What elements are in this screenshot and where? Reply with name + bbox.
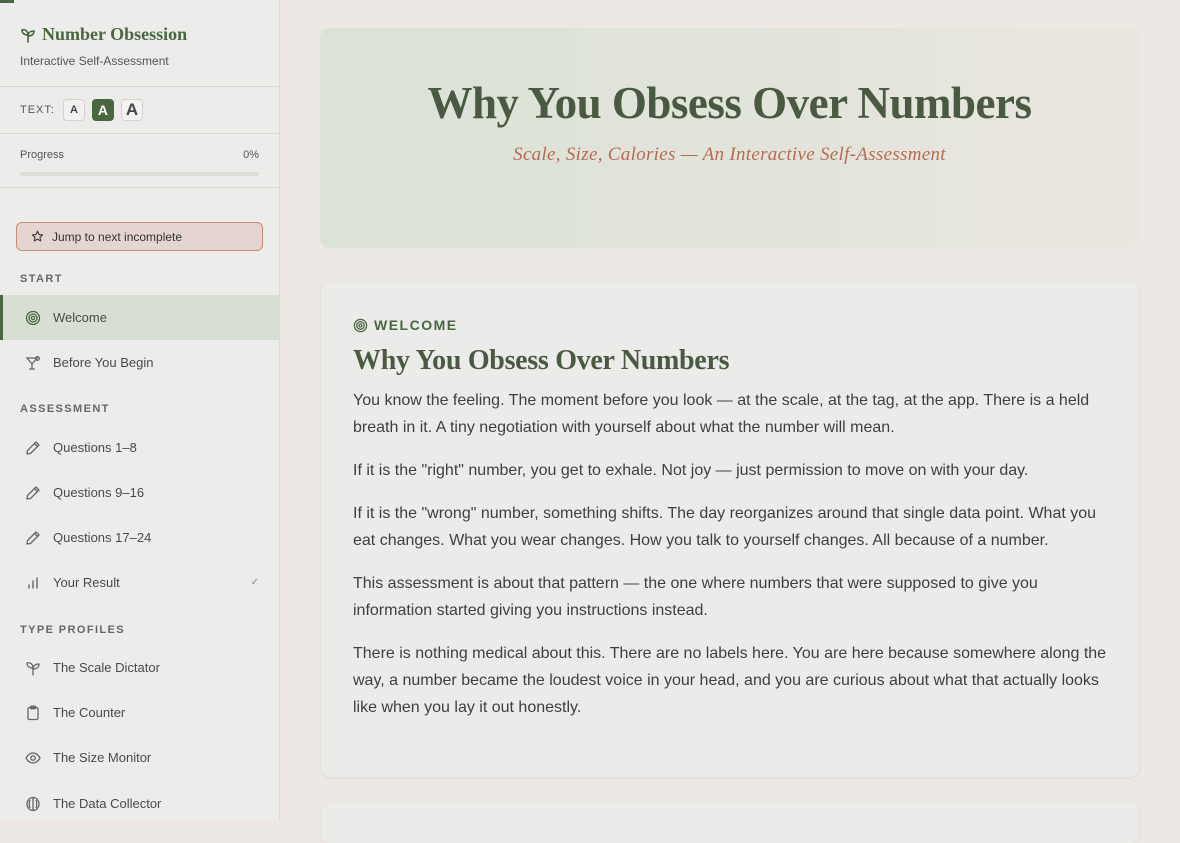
target-icon bbox=[353, 318, 368, 333]
card-section-label bbox=[353, 317, 1107, 333]
nav-section-start: START bbox=[20, 273, 63, 285]
star-icon bbox=[31, 230, 44, 243]
page-title: Why You Obsess Over Numbers bbox=[427, 78, 1032, 128]
cocktail-icon bbox=[24, 354, 41, 371]
card-paragraph: If it is the "right" number, you get to exhale. Not joy — just permission to move on with your day. bbox=[353, 462, 1029, 479]
text-size-control bbox=[0, 87, 279, 134]
welcome-card bbox=[321, 281, 1139, 777]
sidebar-item-your-result[interactable] bbox=[0, 560, 279, 605]
sidebar-item-questions-17-24[interactable] bbox=[0, 515, 279, 560]
brain-icon bbox=[24, 795, 41, 812]
sidebar-item-label: The Scale Dictator bbox=[53, 660, 160, 675]
jump-to-next-incomplete-button[interactable] bbox=[16, 222, 263, 251]
sidebar-item-questions-1-8[interactable] bbox=[0, 425, 279, 470]
sidebar-item-label: The Size Monitor bbox=[53, 750, 152, 765]
card-paragraph: If it is the "wrong" number, something shifts. The day reorganizes around that single data point. What you eat changes. What you wear changes. How you talk to yourself changes. All because of a number. bbox=[353, 505, 1097, 549]
brand-title: Number Obsession bbox=[42, 24, 188, 44]
card-title: Why You Obsess Over Numbers bbox=[353, 345, 730, 376]
progress-label: Progress bbox=[20, 149, 65, 161]
brand-subtitle: Interactive Self-Assessment bbox=[20, 54, 169, 68]
sidebar-item-scale-dictator[interactable] bbox=[0, 645, 279, 690]
nav-section-assessment: ASSESSMENT bbox=[20, 403, 110, 415]
clipboard-icon bbox=[24, 704, 41, 721]
sidebar bbox=[0, 0, 280, 820]
progress-value: 0% bbox=[243, 149, 259, 161]
card-paragraph: You know the feeling. The moment before you look — at the scale, at the tag, at the app. There is a held breath in it. A tiny negotiation with yourself about what the number will mean. bbox=[353, 392, 1090, 436]
progress-bar bbox=[20, 172, 259, 176]
sidebar-item-size-monitor[interactable] bbox=[0, 735, 279, 780]
sidebar-item-label: The Data Collector bbox=[53, 796, 162, 811]
nav-section-type-profiles: TYPE PROFILES bbox=[20, 624, 125, 636]
sidebar-item-label: Welcome bbox=[53, 310, 107, 325]
card-paragraph: There is nothing medical about this. There are no labels here. You are here because somewhere along the way, a number became the loudest voice in your head, and you are curious about what that actually looks like when you lay it out honestly. bbox=[353, 645, 1107, 716]
text-size-large-button[interactable]: A bbox=[121, 99, 143, 121]
text-size-label: TEXT: bbox=[20, 104, 55, 116]
card-label-text: WELCOME bbox=[374, 317, 458, 333]
hero-banner bbox=[320, 28, 1139, 248]
card-paragraph: This assessment is about that pattern — the one where numbers that were supposed to give you information started giving you instructions instead. bbox=[353, 575, 1038, 619]
sidebar-item-welcome[interactable] bbox=[0, 295, 279, 340]
text-size-medium-button[interactable]: A bbox=[92, 99, 114, 121]
sidebar-item-label: Your Result bbox=[53, 575, 120, 590]
sidebar-item-label: Questions 1–8 bbox=[53, 440, 137, 455]
pencil-icon bbox=[24, 439, 41, 456]
sidebar-item-label: Before You Begin bbox=[53, 355, 154, 370]
jump-button-label: Jump to next incomplete bbox=[52, 229, 183, 244]
pencil-icon bbox=[24, 484, 41, 501]
sidebar-item-questions-9-16[interactable] bbox=[0, 470, 279, 515]
sidebar-item-label: The Counter bbox=[53, 705, 126, 720]
text-size-small-button[interactable]: A bbox=[63, 99, 85, 121]
pencil-icon bbox=[24, 529, 41, 546]
sidebar-item-data-collector[interactable] bbox=[0, 781, 279, 820]
eye-icon bbox=[24, 749, 41, 766]
corner-accent bbox=[0, 0, 14, 3]
sidebar-item-counter[interactable] bbox=[0, 690, 279, 735]
target-icon bbox=[24, 309, 41, 326]
sprout-icon bbox=[24, 659, 41, 676]
next-card bbox=[321, 803, 1139, 843]
progress-section bbox=[0, 134, 279, 188]
sidebar-item-before-you-begin[interactable] bbox=[0, 340, 279, 385]
sidebar-item-label: Questions 9–16 bbox=[53, 485, 145, 500]
brand-header bbox=[0, 0, 279, 87]
bar-chart-icon bbox=[24, 574, 41, 591]
sidebar-item-label: Questions 17–24 bbox=[53, 530, 152, 545]
sprout-icon bbox=[20, 27, 36, 43]
check-icon: ✓ bbox=[250, 577, 259, 588]
page-subtitle: Scale, Size, Calories — An Interactive Self-Assessment bbox=[513, 144, 946, 165]
